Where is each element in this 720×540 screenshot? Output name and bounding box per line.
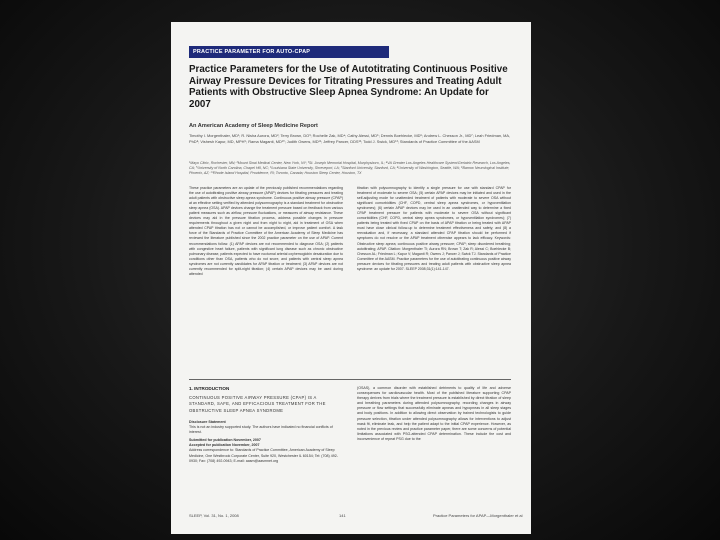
disclosure-block bbox=[189, 420, 343, 464]
article-subtitle: An American Academy of Sleep Medicine Report bbox=[189, 123, 318, 129]
introduction-lead-text: CONTINUOUS POSITIVE AIRWAY PRESSURE (CPAP) IS A STANDARD, SAFE, AND EFFICACIOUS TREATMENT FOR THE OBSTRUCTIVE SLEEP APNEA SYNDROME bbox=[189, 395, 326, 413]
journal-citation-footer: SLEEP, Vol. 31, No. 1, 2008 bbox=[189, 513, 239, 518]
article-title: Practice Parameters for the Use of Autotitrating Continuous Positive Airway Pressure Devices for Titrating Pressures and Treating Adult Patients with Obstructive Sleep Apnea Syndrome: An Update for 2007 bbox=[189, 64, 508, 110]
author-list: Timothy I. Morgenthaler, MD¹; R. Nisha Aurora, MD²; Terry Brown, DO³; Rochelle Zak, MD⁴; Cathy Alessi, MD⁵; Dennis Boehlecke, MD⁶; Andrew L. Chesson Jr., MD⁷; Leah Friedman, MA, PhD⁸; Vishesh Kapur, MD, MPH⁹; Rama Maganti, MD¹⁰; Judith Owens, MD¹¹; Jeffrey Pancer, DDS¹²; Todd J. Swick, MD¹³; Standards of Practice Committee of the AASM bbox=[189, 133, 511, 144]
disclosure-heading: Disclosure Statement bbox=[189, 420, 226, 424]
introduction-heading: 1. INTRODUCTION bbox=[189, 386, 230, 391]
document-page bbox=[171, 22, 531, 534]
affiliations: ¹Mayo Clinic, Rochester, MN; ²Mount Sinai Medical Center, New York, NY; ³St. Joseph Memorial Hospital, Murphysboro, IL; ⁴VA Greater Los Angeles Healthcare System/Geriatric Research, Los Angeles, CA; ⁵University of North Carolina, Chapel Hill, NC; ⁶Louisiana State University, Shreveport, LA; ⁷Stanford University, Stanford, CA; ⁸University of Washington, Seattle, WA; ⁹Barrow Neurological Institute, Phoenix, AZ; ¹⁰Rhode Island Hospital, Providence, RI; Toronto, Canada; Houston Sleep Center, Houston, TX bbox=[189, 161, 511, 176]
section-banner: PRACTICE PARAMETER FOR AUTO-CPAP bbox=[189, 46, 389, 58]
introduction-body-text: (OSAS), a common disorder with established detriments to quality of life and adverse consequences for cardiovascular health. Most of the published literature supporting CPAP therapy derives from trials where the treatment pressure is established by direct titration of sleep and breathing parameters during attended polysomnography, recording changes in airway pressure or flow settings that successfully eliminate apneas and hypopneas in all sleep stages and body positions. In addition to allowing direct observation by trained technologists to guide pressure selection, titration under attended polysomnography allows for interventions to adjust mask fit, eliminate leak, and help the patient adapt to the initial CPAP experience. However, as noted in the previous review and practice parameter paper, there are some concerns of potential limitations associated with PSG-attended CPAP determination. These include the cost and inconvenience of repeat PSG due to the bbox=[357, 386, 511, 441]
abstract-left-column: These practice parameters are an update of the previously published recommendations regarding the use of autotitrating positive airway pressure (APAP) devices for titrating pressures and treating adult patients with obstructive sleep apnea syndrome. Continuous positive airway pressure (CPAP) at an effective setting verified by attended polysomnography is a standard treatment for obstructive sleep apnea (OSA). APAP devices change the treatment pressure based on feedback from various patient measures such as airflow, pressure fluctuations, or measures of airway resistance. These devices may aid in the pressure titration process, address possible changes in pressure requirements throughout a given night and from night to night, aid in treatment of OSA when attended CPAP titration has not or cannot be accomplished, or improve patient comfort. A task force of the Standards of Practice Committee of the American Academy of Sleep Medicine has reviewed the literature published since the 2002 practice parameter on the use of APAP. Current recommendations follow: (1) APAP devices are not recommended to diagnose OSA; (2) patients with congestive heart failure, patients with significant lung disease such as chronic obstructive pulmonary disease, patients expected to have nocturnal arterial oxyhemoglobin desaturation due to conditions other than OSA, patients who do not snore, and patients with central sleep apnea syndromes are not currently candidates for APAP titration or treatment; (3) APAP devices are not currently recommended for split-night titration; (4) certain APAP devices may be used during attended bbox=[189, 186, 343, 276]
disclosure-text: This is not an industry supported study. The authors have indicated no financial conflicts of interest. bbox=[189, 425, 333, 435]
submitted-date: Submitted for publication November, 2007 bbox=[189, 438, 261, 443]
abstract-right-column: titration with polysomnography to identify a single pressure for use with standard CPAP for treatment of moderate to severe OSA; (5) certain APAP devices may be initiated and used in the self-adjusting mode for unattended treatment of patients with moderate to severe OSA without significant comorbidities (CHF, COPD, central sleep apnea syndromes, or hypoventilation syndromes); (6) certain APAP devices may be used in an unattended way to determine a fixed CPAP treatment pressure for patients with moderate to severe OSA without significant comorbidities (CHF, COPD, central sleep apnea syndromes, or hypoventilation syndromes); (7) patients being treated with fixed CPAP on the basis of APAP titration or being treated with APAP must have close clinical follow-up to determine treatment effectiveness and safety; and (8) a reevaluation and, if necessary, a standard attended CPAP titration should be performed if symptoms do not resolve or the APAP treatment otherwise appears to lack efficacy. Keywords: Obstructive sleep apnea; continuous positive airway pressure; CPAP; sleep disordered breathing; autotitrating; APAP. Citation: Morgenthaler TI; Aurora RN; Brown T; Zak R; Alessi C; Boehlecke B; Chesson AL; Friedman L; Kapur V; Maganti R; Owens J; Pancer J; Swick TJ. Standards of Practice Committee of the AASM. Practice parameters for the use of autotitrating continuous positive airway pressure devices for titrating pressures and treating adult patients with obstructive sleep apnea syndrome: an update for 2007. SLEEP 2008;31(1):141-147. bbox=[357, 186, 511, 271]
running-footer: Practice Parameters for APAP—Morgenthaler et al bbox=[433, 513, 523, 518]
page-number: 141 bbox=[339, 513, 346, 518]
section-divider bbox=[189, 379, 511, 380]
correspondence-address: Address correspondence to: Standards of Practice Committee, American Academy of Sleep Medicine, One Westbrook Corporate Center, Suite 920, Westchester IL 60154; Tel: (708) 492-0930; Fax: (708) 492-0943; E-mail: aasm@aasmnet.org bbox=[189, 448, 338, 463]
accepted-date: Accepted for publication November, 2007 bbox=[189, 443, 260, 448]
